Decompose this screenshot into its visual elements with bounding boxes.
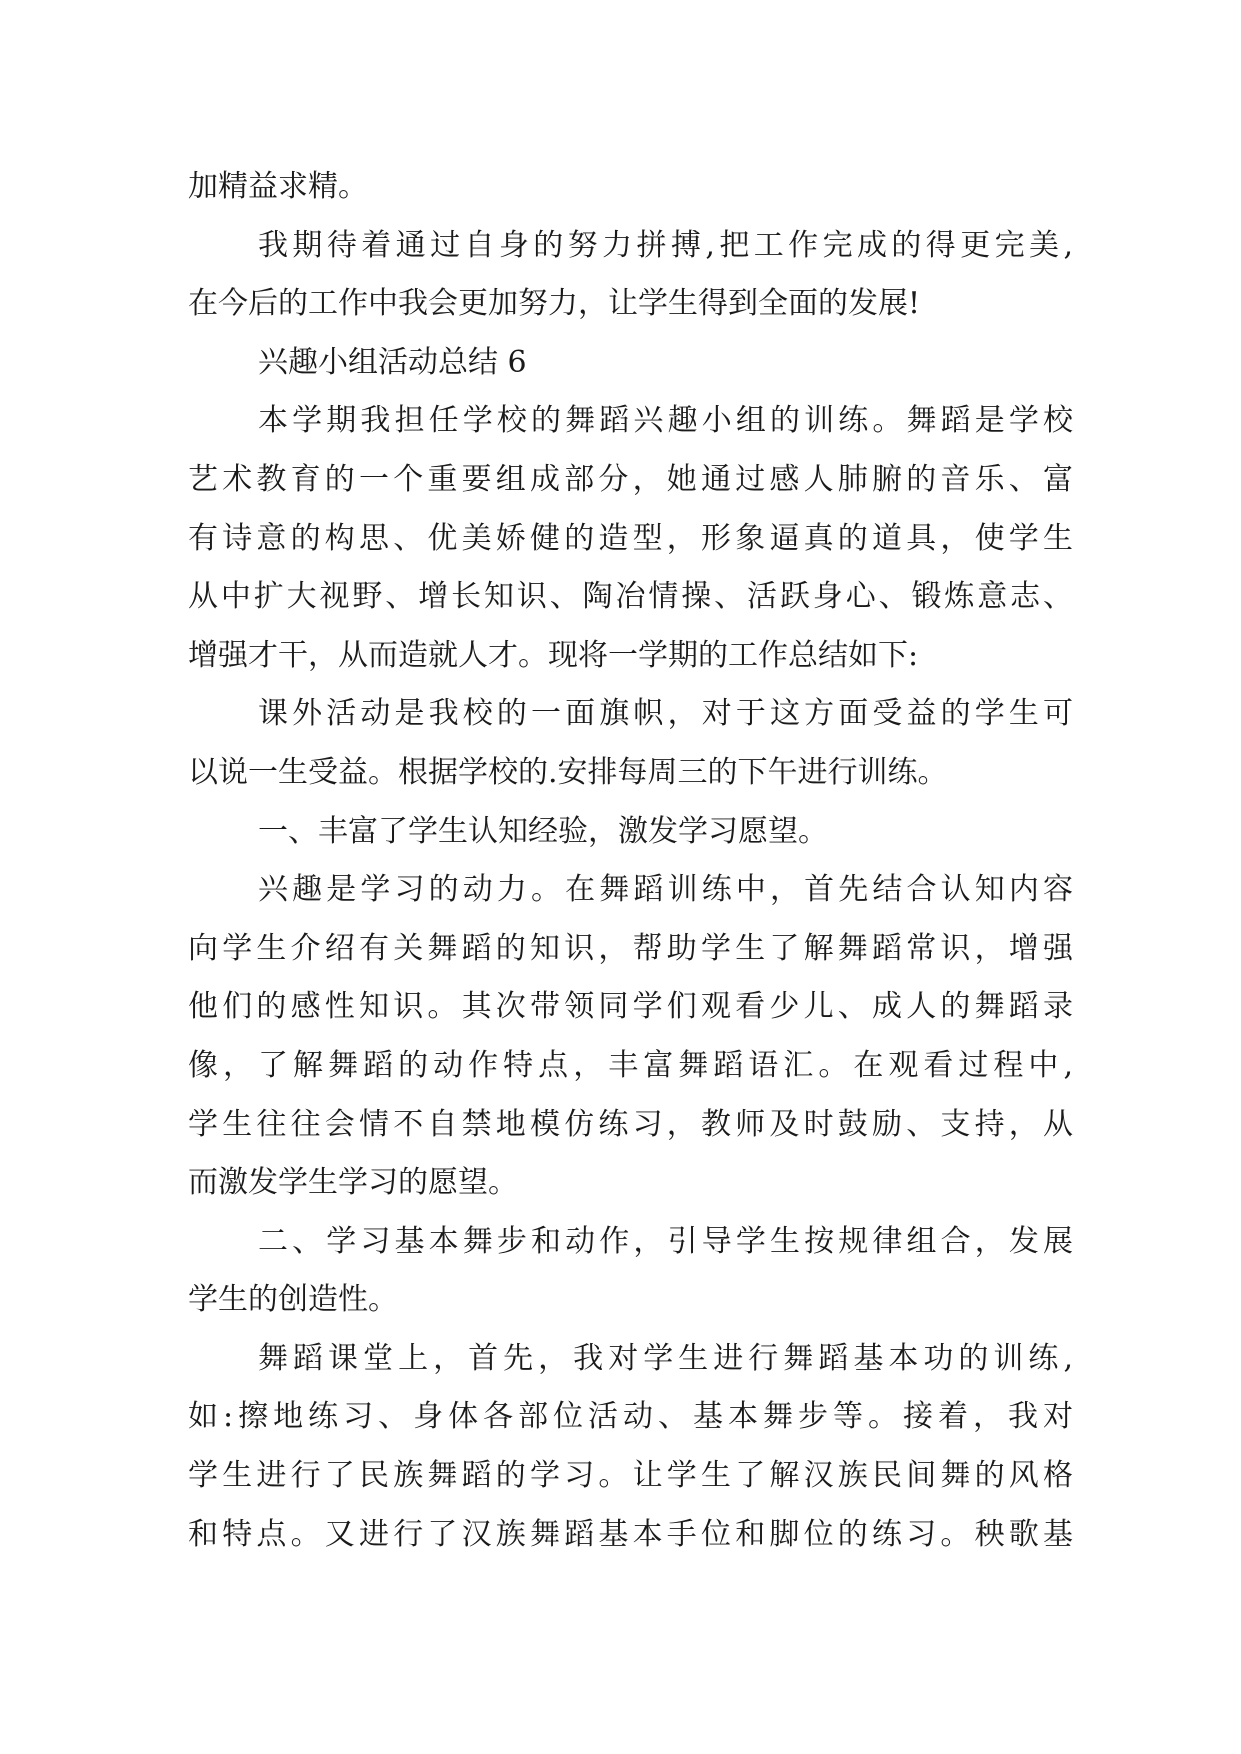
text-line: 增强才干，从而造就人才。现将一学期的工作总结如下:	[188, 637, 919, 673]
text-line: 有诗意的构思、优美娇健的造型，形象逼真的道具，使学生	[188, 520, 1073, 556]
text-line: 加精益求精。	[188, 169, 368, 204]
paragraph-start: 本学期我担任学校的舞蹈兴趣小组的训练。舞蹈是学校	[258, 403, 1073, 439]
text-line: 学生的创造性。	[188, 1282, 398, 1318]
paragraph-start: 舞蹈课堂上，首先，我对学生进行舞蹈基本功的训练,	[258, 1340, 1073, 1376]
text-line: 向学生介绍有关舞蹈的知识，帮助学生了解舞蹈常识，增强	[188, 930, 1073, 966]
section-heading: 兴趣小组活动总结 6	[258, 344, 527, 380]
text-line: 和特点。又进行了汉族舞蹈基本手位和脚位的练习。秧歌基	[188, 1516, 1073, 1552]
subheading: 一、丰富了学生认知经验，激发学习愿望。	[258, 813, 828, 849]
text-line: 从中扩大视野、增长知识、陶冶情操、活跃身心、锻炼意志、	[188, 579, 1073, 615]
text-line: 他们的感性知识。其次带领同学们观看少儿、成人的舞蹈录	[188, 989, 1073, 1025]
paragraph-start: 我期待着通过自身的努力拼搏,把工作完成的得更完美,	[258, 227, 1073, 263]
text-line: 如:擦地练习、身体各部位活动、基本舞步等。接着，我对	[188, 1399, 1073, 1435]
text-line: 像，了解舞蹈的动作特点，丰富舞蹈语汇。在观看过程中,	[188, 1047, 1073, 1083]
text-line: 艺术教育的一个重要组成部分，她通过感人肺腑的音乐、富	[188, 461, 1073, 497]
text-line: 以说一生受益。根据学校的.安排每周三的下午进行训练。	[188, 754, 948, 790]
text-line: 而激发学生学习的愿望。	[188, 1165, 518, 1201]
paragraph-start: 课外活动是我校的一面旗帜，对于这方面受益的学生可	[258, 696, 1073, 732]
body-text	[188, 158, 1073, 1564]
text-line: 学生往往会情不自禁地模仿练习，教师及时鼓励、支持，从	[188, 1106, 1073, 1142]
subheading: 二、学习基本舞步和动作，引导学生按规律组合，发展	[258, 1223, 1073, 1259]
paragraph-start: 兴趣是学习的动力。在舞蹈训练中，首先结合认知内容	[258, 872, 1073, 908]
text-line: 学生进行了民族舞蹈的学习。让学生了解汉族民间舞的风格	[188, 1458, 1073, 1494]
text-line: 在今后的工作中我会更加努力，让学生得到全面的发展!	[188, 286, 921, 322]
